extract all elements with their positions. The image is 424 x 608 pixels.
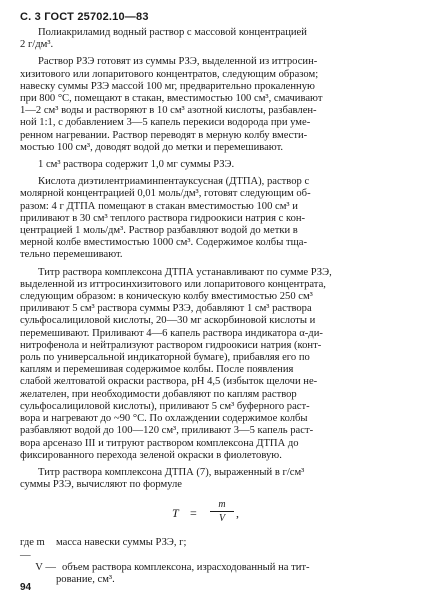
text-line: разбавляют водой до 100—120 см³, приливают 3—5 капель раст-	[20, 425, 314, 437]
formula-legend	[20, 537, 398, 586]
legend-text: масса навески суммы РЗЭ, г;	[56, 537, 187, 549]
formula	[20, 499, 398, 529]
text-line: 2 г/дм³.	[20, 39, 54, 51]
formula-equals: =	[190, 506, 197, 521]
text-line: при 800 °С, помещают в стакан, вместимостью 100 см³, смачивают	[20, 93, 323, 105]
text-line: ной 1:1, с добавлением 3—5 капель перекиси водорода при уме-	[20, 117, 311, 129]
legend-label: где m —	[20, 537, 45, 561]
text-line: выделенной из иттросинхизитового или лопаритового концентрата,	[20, 278, 326, 290]
text-line: ренном нагревании. Раствор переводят в мерную колбу вмести-	[20, 129, 308, 141]
text-line: Кислота диэтилентриаминпентауксусная (ДТПА), раствор с	[38, 176, 310, 188]
text-line: навеску суммы РЗЭ массой 100 мг, предварительно прокаленную	[20, 80, 315, 92]
paragraph	[20, 27, 398, 51]
formula-fraction	[210, 499, 234, 525]
text-line: приливают 5 см³ раствора суммы РЗЭ, добавляют 1 см³ раствора	[20, 303, 312, 315]
formula-comma: ,	[236, 506, 239, 521]
paragraph	[20, 267, 398, 462]
legend-row	[20, 562, 398, 574]
text-line: нитрофенола и нейтрализуют раствором гидроокиси натрия (конт-	[20, 339, 322, 351]
text-line: центрацией 1 моль/дм³. Раствор разбавляют водой до метки в	[20, 225, 298, 237]
text-line: тельно перемешивают.	[20, 249, 123, 261]
text-line: суммы РЗЭ, вычисляют по формуле	[20, 479, 182, 491]
text-line: 1—2 см³ воды и растворяют в 10 см³ азотной кислоты, разбавлен-	[20, 105, 317, 117]
text-line: Титр раствора комплексона ДТПА устанавливают по сумме РЗЭ,	[38, 266, 332, 278]
legend-row	[20, 574, 398, 586]
legend-text: объем раствора комплексона, израсходованный на тит-	[62, 561, 310, 573]
text-line: Полиакриламид водный раствор с массовой концентрацией	[38, 27, 307, 38]
text-line: хизитового или лопаритового концентратов, следующим образом;	[20, 68, 319, 80]
paragraph	[20, 159, 398, 171]
text-line: фиксированного перехода зеленой окраски в фиолетовую.	[20, 449, 282, 461]
text-line: роль по универсальной индикаторной бумаге), прибавляя его по	[20, 352, 310, 364]
text-line: мостью 100 см³, доводят водой до метки и перемешивают.	[20, 141, 284, 153]
formula-denominator: V	[218, 513, 226, 525]
text-line: молярной концентрацией 0,01 моль/дм³, готовят следующим об-	[20, 188, 311, 200]
text-line: сульфосалициловой кислоты), приливают 5 см³ буферного раст-	[20, 400, 310, 412]
text-line: 1 см³ раствора содержит 1,0 мг суммы РЗЭ.	[38, 159, 235, 171]
text-line: каплям и перемешивая содержимое колбы. После появления	[20, 364, 294, 376]
page-number: 94	[20, 582, 32, 593]
text-line: перемешивают. Приливают 4—6 капель раствора индикатора α-ди-	[20, 327, 323, 339]
paragraph	[20, 467, 398, 491]
text-line: вора арсеназо III и титруют раствором комплексона ДТПА до	[20, 437, 299, 449]
text-line: сульфосалициловой кислоты, 20—30 мг аскорбиновой кислоты и	[20, 315, 316, 327]
page-header: С. 3 ГОСТ 25702.10—83	[20, 11, 149, 23]
paragraph	[20, 176, 398, 261]
formula-lhs: T	[172, 506, 179, 521]
text-line: Титр раствора комплексона ДТПА (7), выраженный в г/см³	[38, 466, 305, 478]
paragraph	[20, 56, 398, 154]
text-line: слабой желтоватой окраски раствора, рН 4,5 (избыток щелочи не-	[20, 376, 318, 388]
text-line: разом: 4 г ДТПА помещают в стакан вместимостью 100 см³ и	[20, 200, 298, 212]
text-line: приливают в 30 см³ теплого раствора гидроокиси натрия с кон-	[20, 212, 306, 224]
document-body	[20, 27, 398, 586]
text-line: Раствор РЗЭ готовят из суммы РЗЭ, выделенной из иттросин-	[38, 56, 318, 68]
paragraphs	[20, 27, 398, 491]
text-line: вора и нагревают до ~90 °С. По охлаждении содержимое колбы	[20, 413, 308, 425]
text-line: следующим образом: в коническую колбу вместимостью 250 см³	[20, 291, 313, 303]
text-line: желателен, при необходимости добавляют по каплям раствор	[20, 388, 297, 400]
formula-numerator: m	[210, 499, 234, 512]
legend-row	[20, 537, 398, 561]
legend-label: V —	[35, 561, 56, 573]
legend-text: рование, см³.	[56, 573, 115, 585]
text-line: мерной колбе вместимостью 1000 см³. Содержимое колбы тща-	[20, 237, 307, 249]
